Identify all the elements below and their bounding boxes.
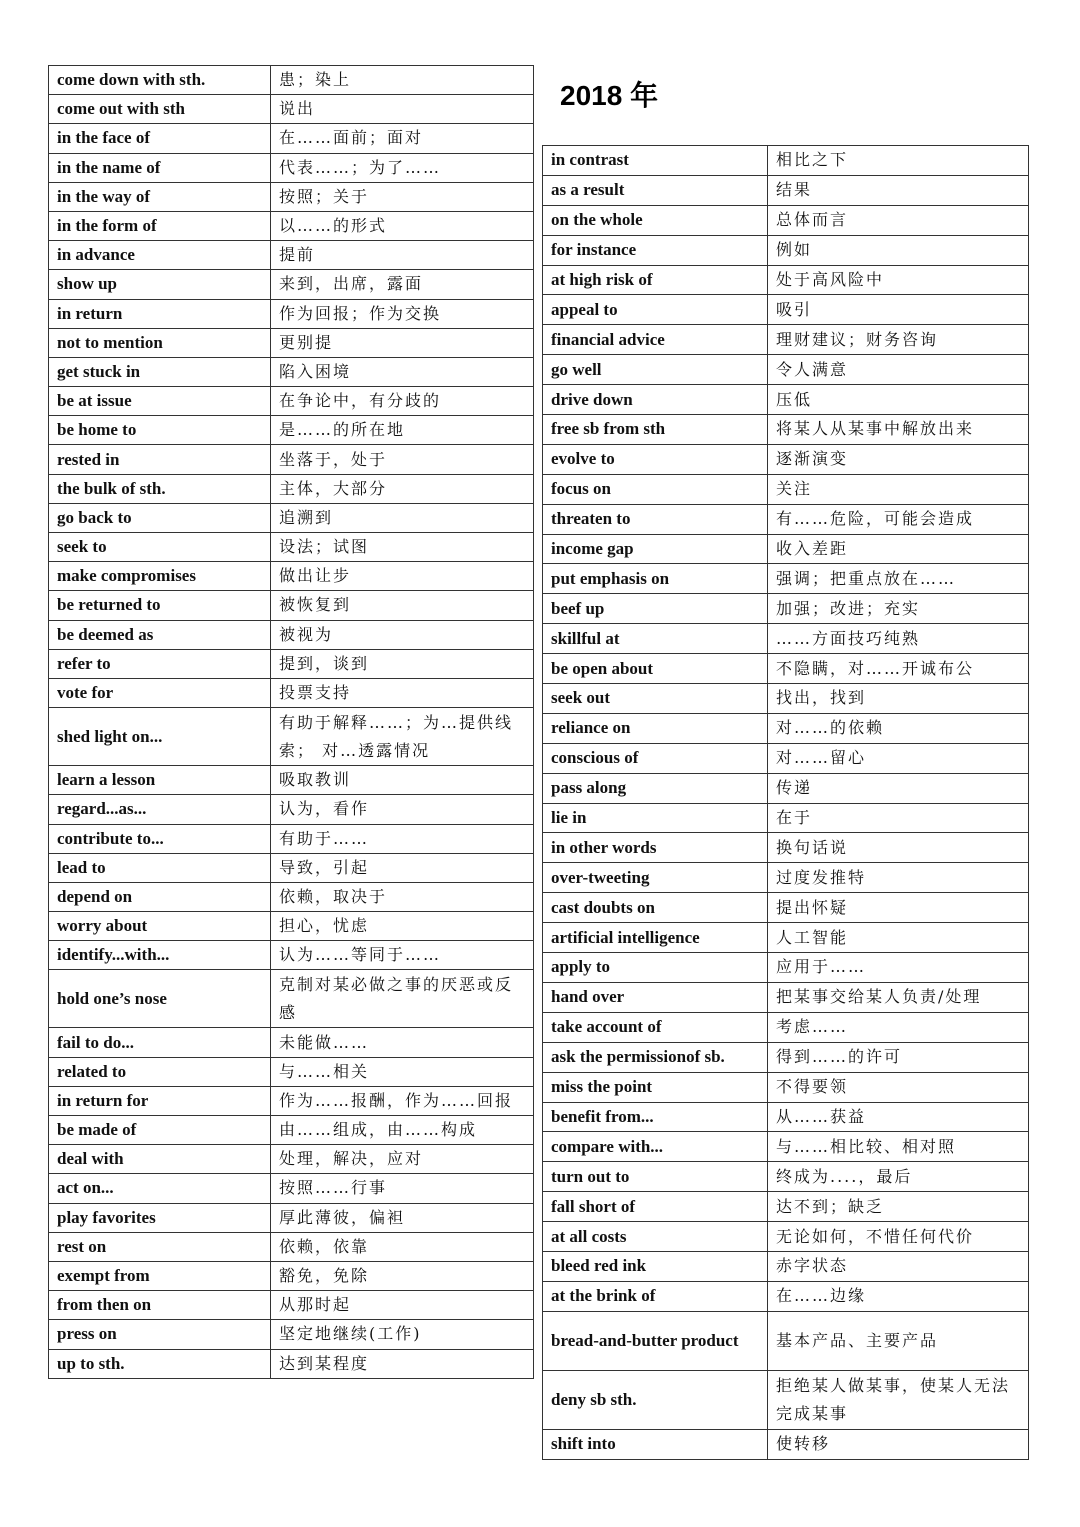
phrase-en: put emphasis on — [543, 564, 768, 594]
table-row — [49, 678, 534, 707]
phrase-zh: 担心，忧虑 — [271, 912, 534, 941]
phrase-zh: 提前 — [271, 241, 534, 270]
table-row — [543, 564, 1029, 594]
table-row — [543, 953, 1029, 983]
phrase-en: in the name of — [49, 153, 271, 182]
table-row — [543, 743, 1029, 773]
table-row — [49, 503, 534, 532]
phrase-zh: 结果 — [768, 175, 1029, 205]
table-row — [543, 355, 1029, 385]
table-row — [543, 803, 1029, 833]
phrase-en: seek to — [49, 533, 271, 562]
phrase-en: free sb from sth — [543, 415, 768, 445]
table-row — [543, 594, 1029, 624]
table-row — [543, 893, 1029, 923]
table-row — [49, 562, 534, 591]
phrase-zh: 过度发推特 — [768, 863, 1029, 893]
table-row — [543, 1251, 1029, 1281]
phrase-en: lie in — [543, 803, 768, 833]
phrase-zh: 依赖，取决于 — [271, 882, 534, 911]
phrase-zh: 认为，看作 — [271, 795, 534, 824]
phrase-en: contribute to... — [49, 824, 271, 853]
phrase-en: apply to — [543, 953, 768, 983]
table-row — [543, 1042, 1029, 1072]
phrase-zh: 以……的形式 — [271, 211, 534, 240]
table-row — [543, 534, 1029, 564]
phrase-zh: 传递 — [768, 773, 1029, 803]
phrase-en: regard...as... — [49, 795, 271, 824]
phrase-zh: 将某人从某事中解放出来 — [768, 415, 1029, 445]
phrase-zh: 由……组成，由……构成 — [271, 1116, 534, 1145]
phrase-en: artificial intelligence — [543, 923, 768, 953]
table-row — [543, 175, 1029, 205]
table-row — [49, 299, 534, 328]
phrase-zh: 做出让步 — [271, 562, 534, 591]
phrase-zh: 厚此薄彼，偏袒 — [271, 1203, 534, 1232]
table-row — [49, 124, 534, 153]
table-row — [543, 1222, 1029, 1252]
phrase-en: conscious of — [543, 743, 768, 773]
phrase-en: in return for — [49, 1086, 271, 1115]
phrase-zh: 按照……行事 — [271, 1174, 534, 1203]
phrase-zh: 把某事交给某人负责/处理 — [768, 982, 1029, 1012]
phrase-en: reliance on — [543, 713, 768, 743]
table-row — [49, 941, 534, 970]
phrase-en: take account of — [543, 1012, 768, 1042]
phrase-en: worry about — [49, 912, 271, 941]
table-row — [543, 444, 1029, 474]
phrase-en: make compromises — [49, 562, 271, 591]
phrase-zh: 认为……等同于…… — [271, 941, 534, 970]
phrase-zh: 豁免，免除 — [271, 1261, 534, 1290]
phrase-en: exempt from — [49, 1261, 271, 1290]
phrase-en: fall short of — [543, 1192, 768, 1222]
table-row — [49, 649, 534, 678]
phrase-zh: 有……危险，可能会造成 — [768, 504, 1029, 534]
phrase-zh: 考虑…… — [768, 1012, 1029, 1042]
phrase-en: press on — [49, 1320, 271, 1349]
table-row — [543, 415, 1029, 445]
phrase-zh: 收入差距 — [768, 534, 1029, 564]
year-heading: 2018 年 — [560, 80, 659, 111]
phrase-en: for instance — [543, 235, 768, 265]
phrase-en: be made of — [49, 1116, 271, 1145]
table-row — [543, 1132, 1029, 1162]
phrase-zh: 应用于…… — [768, 953, 1029, 983]
table-row — [543, 982, 1029, 1012]
phrase-en: be home to — [49, 416, 271, 445]
phrase-zh: 无论如何，不惜任何代价 — [768, 1222, 1029, 1252]
phrase-en: beef up — [543, 594, 768, 624]
phrase-zh: 终成为....，最后 — [768, 1162, 1029, 1192]
phrase-en: bleed red ink — [543, 1251, 768, 1281]
phrase-zh: 被恢复到 — [271, 591, 534, 620]
phrase-en: threaten to — [543, 504, 768, 534]
phrase-zh: 导致，引起 — [271, 853, 534, 882]
phrase-zh: 强调；把重点放在…… — [768, 564, 1029, 594]
table-row — [49, 241, 534, 270]
phrase-table-left — [48, 65, 534, 1379]
table-row — [49, 620, 534, 649]
phrase-zh: 逐渐演变 — [768, 444, 1029, 474]
table-row — [543, 624, 1029, 654]
phrase-en: get stuck in — [49, 357, 271, 386]
phrase-zh: 作为……报酬，作为……回报 — [271, 1086, 534, 1115]
table-row — [543, 1072, 1029, 1102]
phrase-zh: 不得要领 — [768, 1072, 1029, 1102]
phrase-zh: 使转移 — [768, 1429, 1029, 1459]
phrase-zh: 未能做…… — [271, 1028, 534, 1057]
phrase-en: deny sb sth. — [543, 1370, 768, 1429]
table-row — [543, 773, 1029, 803]
phrase-en: be open about — [543, 654, 768, 684]
phrase-en: in the form of — [49, 211, 271, 240]
table-row — [49, 474, 534, 503]
table-row — [49, 1028, 534, 1057]
table-row — [543, 833, 1029, 863]
phrase-en: deal with — [49, 1145, 271, 1174]
phrase-zh: 相比之下 — [768, 146, 1029, 176]
phrase-en: the bulk of sth. — [49, 474, 271, 503]
table-row — [49, 591, 534, 620]
table-row — [543, 504, 1029, 534]
table-row — [49, 1349, 534, 1378]
phrase-en: evolve to — [543, 444, 768, 474]
phrase-en: go back to — [49, 503, 271, 532]
phrase-en: act on... — [49, 1174, 271, 1203]
table-row — [49, 970, 534, 1028]
table-row — [543, 684, 1029, 714]
phrase-en: hand over — [543, 982, 768, 1012]
table-row — [49, 1203, 534, 1232]
table-row — [49, 445, 534, 474]
phrase-en: benefit from... — [543, 1102, 768, 1132]
table-row — [49, 766, 534, 795]
phrase-zh: 克制对某必做之事的厌恶或反感 — [271, 970, 534, 1028]
phrase-en: be returned to — [49, 591, 271, 620]
phrase-en: play favorites — [49, 1203, 271, 1232]
phrase-en: refer to — [49, 649, 271, 678]
phrase-zh: 在……面前；面对 — [271, 124, 534, 153]
table-row — [543, 474, 1029, 504]
phrase-en: not to mention — [49, 328, 271, 357]
table-row — [543, 385, 1029, 415]
phrase-en: fail to do... — [49, 1028, 271, 1057]
table-row — [543, 205, 1029, 235]
phrase-zh: 有助于…… — [271, 824, 534, 853]
phrase-en: seek out — [543, 684, 768, 714]
phrase-en: go well — [543, 355, 768, 385]
phrase-en: income gap — [543, 534, 768, 564]
phrase-zh: 对……留心 — [768, 743, 1029, 773]
phrase-en: in contrast — [543, 146, 768, 176]
phrase-zh: 与……相关 — [271, 1057, 534, 1086]
phrase-en: in return — [49, 299, 271, 328]
phrase-en: financial advice — [543, 325, 768, 355]
table-row — [49, 1086, 534, 1115]
phrase-zh: 追溯到 — [271, 503, 534, 532]
phrase-en: ask the permissionof sb. — [543, 1042, 768, 1072]
phrase-en: skillful at — [543, 624, 768, 654]
table-row — [543, 325, 1029, 355]
phrase-zh: 提到，谈到 — [271, 649, 534, 678]
phrase-zh: 理财建议；财务咨询 — [768, 325, 1029, 355]
phrase-en: over-tweeting — [543, 863, 768, 893]
phrase-zh: 关注 — [768, 474, 1029, 504]
table-row — [49, 66, 534, 95]
phrase-zh: 基本产品、主要产品 — [768, 1311, 1029, 1370]
table-row — [543, 1162, 1029, 1192]
phrase-zh: 换句话说 — [768, 833, 1029, 863]
phrase-zh: 坐落于，处于 — [271, 445, 534, 474]
phrase-en: focus on — [543, 474, 768, 504]
phrase-zh: 提出怀疑 — [768, 893, 1029, 923]
phrase-table-right — [542, 145, 1029, 1460]
table-row — [49, 387, 534, 416]
phrase-zh: 投票支持 — [271, 678, 534, 707]
phrase-zh: 说出 — [271, 95, 534, 124]
phrase-en: compare with... — [543, 1132, 768, 1162]
phrase-zh: 陷入困境 — [271, 357, 534, 386]
phrase-en: pass along — [543, 773, 768, 803]
phrase-en: vote for — [49, 678, 271, 707]
phrase-en: in the way of — [49, 182, 271, 211]
phrase-zh: 在……边缘 — [768, 1281, 1029, 1311]
phrase-en: bread-and-butter product — [543, 1311, 768, 1370]
phrase-zh: 吸引 — [768, 295, 1029, 325]
phrase-zh: 拒绝某人做某事，使某人无法完成某事 — [768, 1370, 1029, 1429]
phrase-en: drive down — [543, 385, 768, 415]
phrase-zh: 有助于解释……；为…提供线索； 对…透露情况 — [271, 708, 534, 766]
phrase-en: shed light on... — [49, 708, 271, 766]
table-row — [49, 1057, 534, 1086]
phrase-en: miss the point — [543, 1072, 768, 1102]
phrase-en: come out with sth — [49, 95, 271, 124]
table-row — [49, 357, 534, 386]
table-row — [543, 1370, 1029, 1429]
phrase-en: on the whole — [543, 205, 768, 235]
table-row — [543, 295, 1029, 325]
table-row — [543, 923, 1029, 953]
phrase-zh: 坚定地继续(工作) — [271, 1320, 534, 1349]
table-row — [49, 1174, 534, 1203]
phrase-zh: 依赖，依靠 — [271, 1232, 534, 1261]
phrase-zh: 对……的依赖 — [768, 713, 1029, 743]
phrase-zh: 设法；试图 — [271, 533, 534, 562]
phrase-en: in advance — [49, 241, 271, 270]
table-row — [49, 1261, 534, 1290]
table-row — [49, 533, 534, 562]
phrase-en: turn out to — [543, 1162, 768, 1192]
table-row — [543, 654, 1029, 684]
phrase-en: as a result — [543, 175, 768, 205]
table-row — [49, 708, 534, 766]
phrase-zh: 从……获益 — [768, 1102, 1029, 1132]
phrase-en: lead to — [49, 853, 271, 882]
table-row — [49, 95, 534, 124]
phrase-zh: 加强；改进；充实 — [768, 594, 1029, 624]
phrase-en: identify...with... — [49, 941, 271, 970]
table-row — [543, 1102, 1029, 1132]
phrase-zh: 按照；关于 — [271, 182, 534, 211]
table-row — [49, 1116, 534, 1145]
phrase-zh: 例如 — [768, 235, 1029, 265]
phrase-zh: 达到某程度 — [271, 1349, 534, 1378]
phrase-zh: 主体，大部分 — [271, 474, 534, 503]
phrase-zh: 得到……的许可 — [768, 1042, 1029, 1072]
phrase-zh: 更别提 — [271, 328, 534, 357]
phrase-zh: 赤字状态 — [768, 1251, 1029, 1281]
table-row — [543, 1281, 1029, 1311]
phrase-zh: 达不到；缺乏 — [768, 1192, 1029, 1222]
phrase-zh: 在于 — [768, 803, 1029, 833]
phrase-zh: 与……相比较、相对照 — [768, 1132, 1029, 1162]
phrase-en: appeal to — [543, 295, 768, 325]
phrase-en: at high risk of — [543, 265, 768, 295]
table-row — [49, 795, 534, 824]
table-row — [543, 1429, 1029, 1459]
phrase-en: show up — [49, 270, 271, 299]
phrase-zh: 不隐瞒，对……开诚布公 — [768, 654, 1029, 684]
phrase-zh: 处理，解决，应对 — [271, 1145, 534, 1174]
phrase-zh: 在争论中，有分歧的 — [271, 387, 534, 416]
phrase-zh: 人工智能 — [768, 923, 1029, 953]
table-row — [49, 211, 534, 240]
table-row — [543, 235, 1029, 265]
table-row — [543, 1012, 1029, 1042]
table-row — [49, 1320, 534, 1349]
phrase-zh: 吸取教训 — [271, 766, 534, 795]
phrase-zh: 代表……；为了…… — [271, 153, 534, 182]
table-row — [543, 1192, 1029, 1222]
phrase-en: at the brink of — [543, 1281, 768, 1311]
phrase-en: at all costs — [543, 1222, 768, 1252]
phrase-en: rested in — [49, 445, 271, 474]
phrase-zh: ……方面技巧纯熟 — [768, 624, 1029, 654]
phrase-zh: 处于高风险中 — [768, 265, 1029, 295]
table-row — [49, 824, 534, 853]
phrase-en: in the face of — [49, 124, 271, 153]
table-row — [49, 912, 534, 941]
phrase-en: be at issue — [49, 387, 271, 416]
phrase-zh: 患；染上 — [271, 66, 534, 95]
phrase-zh: 是……的所在地 — [271, 416, 534, 445]
phrase-zh: 作为回报；作为交换 — [271, 299, 534, 328]
table-row — [49, 1145, 534, 1174]
phrase-zh: 被视为 — [271, 620, 534, 649]
phrase-en: in other words — [543, 833, 768, 863]
table-row — [543, 1311, 1029, 1370]
table-row — [543, 265, 1029, 295]
table-row — [49, 1232, 534, 1261]
phrase-en: related to — [49, 1057, 271, 1086]
phrase-zh: 压低 — [768, 385, 1029, 415]
phrase-en: rest on — [49, 1232, 271, 1261]
table-row — [543, 863, 1029, 893]
phrase-en: depend on — [49, 882, 271, 911]
phrase-zh: 令人满意 — [768, 355, 1029, 385]
phrase-en: come down with sth. — [49, 66, 271, 95]
table-row — [543, 713, 1029, 743]
table-row — [49, 1291, 534, 1320]
table-row — [49, 328, 534, 357]
phrase-en: be deemed as — [49, 620, 271, 649]
phrase-en: shift into — [543, 1429, 768, 1459]
table-row — [543, 146, 1029, 176]
phrase-en: up to sth. — [49, 1349, 271, 1378]
table-row — [49, 182, 534, 211]
phrase-en: from then on — [49, 1291, 271, 1320]
table-row — [49, 416, 534, 445]
phrase-zh: 总体而言 — [768, 205, 1029, 235]
table-row — [49, 853, 534, 882]
phrase-zh: 来到，出席，露面 — [271, 270, 534, 299]
phrase-en: learn a lesson — [49, 766, 271, 795]
table-row — [49, 153, 534, 182]
phrase-en: cast doubts on — [543, 893, 768, 923]
phrase-en: hold one’s nose — [49, 970, 271, 1028]
table-row — [49, 270, 534, 299]
table-row — [49, 882, 534, 911]
phrase-zh: 从那时起 — [271, 1291, 534, 1320]
phrase-zh: 找出，找到 — [768, 684, 1029, 714]
